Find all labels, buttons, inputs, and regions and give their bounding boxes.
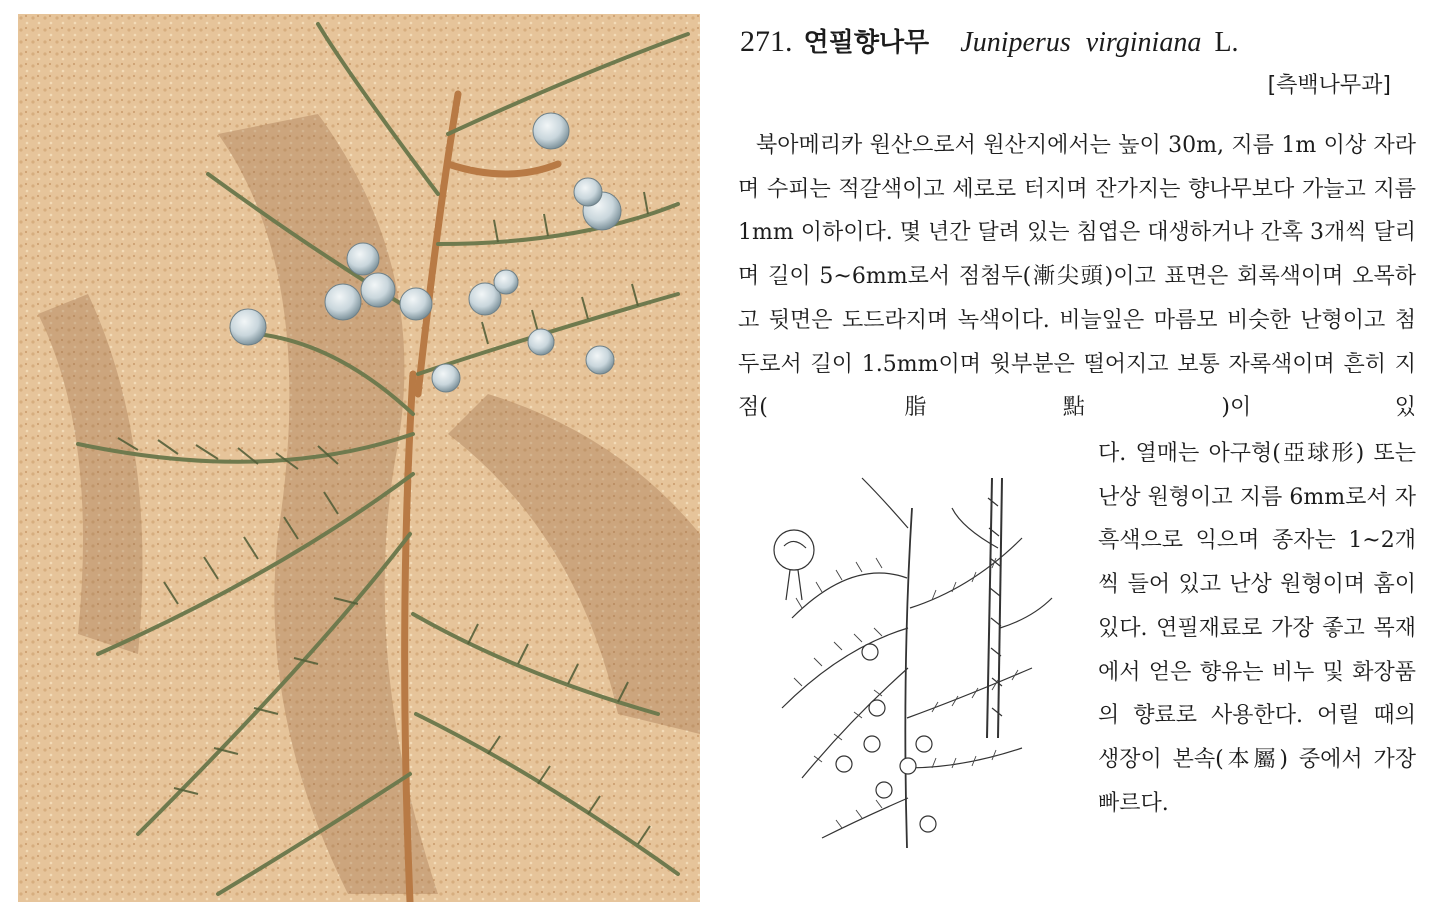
entry-header — [740, 22, 1420, 62]
description-main — [738, 124, 1416, 430]
korean-name: 연필향나무 — [803, 28, 930, 58]
description-top-text: 북아메리카 원산으로서 원산지에서는 높이 30m, 지름 1m 이상 자라며 수피는 적갈색이고 세로로 터지며 잔가지는 향나무보다 가늘고 지름 1mm 이하이다. 몇 년간 달려 있는 침엽은 대생하거나 간혹 3개씩 달리며 길이 5~6mm로서 점첨두(漸尖頭)이고 표면은 회록색이며 오목하고 뒷면은 도드라지며 녹색이다. 비늘잎은 마름모 비슷한 난형이고 첨두로서 길이 1.5mm이며 윗부분은 떨어지고 보통 자록색이며 흔히 지점(脂點)이 있 — [738, 133, 1416, 421]
scientific-name: Juniperus virginiana — [960, 27, 1202, 58]
botanical-line-drawing — [762, 468, 1062, 858]
entry-number: 271. — [740, 25, 793, 58]
description-side — [1098, 432, 1416, 825]
juniper-branch-photo — [18, 14, 700, 902]
family-name: [측백나무과] — [1267, 73, 1391, 98]
description-side-text: 다. 열매는 아구형(亞球形) 또는 난상 원형이고 지름 6mm로서 자흑색으로 익으며 종자는 1~2개씩 들어 있고 난상 원형이며 홈이 있다. 연필재료로 가장 좋고 목재에서 얻은 향유는 비누 및 화장품의 향료로 사용한다. 어릴 때의 생장이 본속(本屬) 중에서 가장 빠르다. — [1098, 441, 1416, 816]
author-abbrev: L. — [1214, 27, 1239, 58]
